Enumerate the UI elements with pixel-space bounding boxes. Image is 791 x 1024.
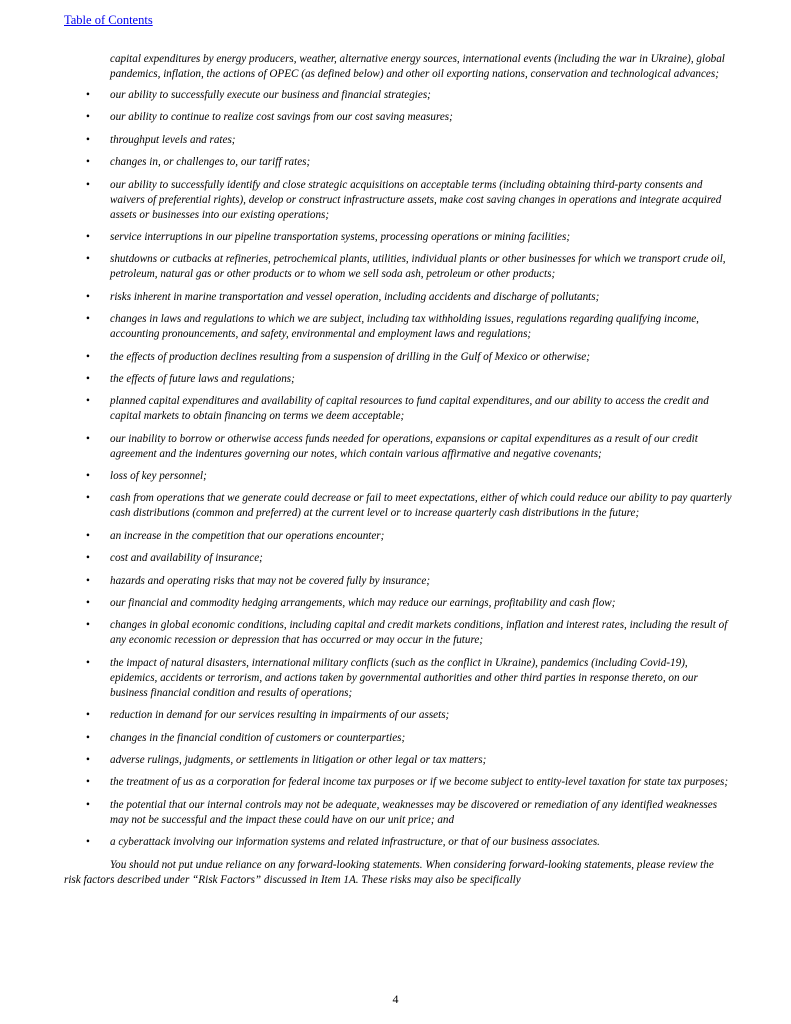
list-item-text: our ability to successfully identify and close strategic acquisitions on acceptable terms (including obtaining third-party consents and waivers of preferential rights), develop or construct infrastructure assets, make cost saving changes in operations and integrate acquired assets or businesses into our existing operations; [110,178,722,221]
list-item-text: the treatment of us as a corporation for federal income tax purposes or if we become subject to entity-level taxation for state tax purposes; [110,776,729,789]
page-number: 4 [392,992,399,1006]
list-item [64,252,732,282]
bullet-marker: • [86,372,90,385]
list-item-text: our ability to successfully execute our business and financial strategies; [110,89,431,101]
bullet-marker: • [86,156,90,169]
bullet-marker: • [86,552,90,565]
list-item-text: risks inherent in marine transportation and vessel operation, including accidents and discharge of pollutants; [110,290,600,303]
list-item [64,155,732,170]
bullet-marker: • [86,656,90,669]
list-item-text: service interruptions in our pipeline transportation systems, processing operations or mining facilities; [110,230,571,243]
bullet-marker: • [86,798,90,811]
list-item [64,312,732,342]
list-item [64,178,732,223]
list-item-text: reduction in demand for our services resulting in impairments of our assets; [110,709,450,722]
list-item-text: planned capital expenditures and availability of capital resources to fund capital expenditures, and our ability to access the credit and capital markets to obtain financing on terms we deem acceptable; [110,395,709,423]
bullet-marker: • [86,432,90,445]
bullet-marker: • [86,619,90,632]
list-item [64,110,732,125]
list-item [64,290,732,305]
list-item [64,350,732,365]
list-item-text: changes in the financial condition of customers or counterparties; [110,731,406,744]
list-item-text: hazards and operating risks that may not be covered fully by insurance; [110,574,431,587]
bullet-marker: • [86,836,90,849]
list-item [64,551,732,566]
list-item [64,394,732,424]
document-body [64,52,732,889]
bullet-marker: • [86,731,90,744]
bullet-marker: • [86,313,90,326]
list-item-text: loss of key personnel; [110,470,207,483]
list-item-text: our inability to borrow or otherwise access funds needed for operations, expansions or capital expenditures as a result of our credit agreement and the indentures governing our notes, which contain various affirmative and negative covenants; [110,432,698,460]
bullet-marker: • [86,133,90,146]
bullet-marker: • [86,574,90,587]
list-item [64,372,732,387]
bullet-marker: • [86,350,90,363]
bullet-marker: • [86,492,90,505]
list-item-text: adverse rulings, judgments, or settlements in litigation or other legal or tax matters; [110,753,487,766]
list-item [64,230,732,245]
list-item-text: the effects of production declines resulting from a suspension of drilling in the Gulf of Mexico or otherwise; [110,350,590,363]
list-item-text: changes in, or challenges to, our tariff rates; [110,156,311,169]
list-item-text: changes in global economic conditions, including capital and credit markets conditions, inflation and interest rates, including the result of any economic recession or depression that has occurred or may occur in the future; [110,619,728,647]
bullet-marker: • [86,529,90,542]
bullet-marker: • [86,776,90,789]
list-item [64,574,732,589]
bullet-marker: • [86,470,90,483]
bullet-marker: • [86,111,90,124]
bullet-marker: • [86,709,90,722]
forward-looking-factors-list [64,88,732,850]
list-item [64,708,732,723]
list-item-text: a cyberattack involving our information systems and related infrastructure, or that of our business associates. [110,836,600,849]
list-item [64,731,732,746]
bullet-marker: • [86,395,90,408]
list-item [64,432,732,462]
list-item [64,618,732,648]
bullet-marker: • [86,230,90,243]
bullet-marker: • [86,89,90,101]
list-item-text: our ability to continue to realize cost savings from our cost saving measures; [110,111,453,124]
bullet-marker: • [86,753,90,766]
table-of-contents-link[interactable]: Table of Contents [64,13,153,27]
continued-bullet-text: capital expenditures by energy producers, weather, alternative energy sources, international events (including the war in Ukraine), global pandemics, inflation, the actions of OPEC (as defined below) and other oil exporting nations, conservation and technological advances; [110,53,725,80]
list-item-text: cost and availability of insurance; [110,552,263,565]
list-item-text: the impact of natural disasters, international military conflicts (such as the conflict in Ukraine), pandemics (including Covid-19), epidemics, accidents or terrorism, and actions taken by governmental authorities and other third parties in response thereto, on our business financial condition and results of operations; [110,656,698,699]
bullet-marker: • [86,290,90,303]
list-item-text: throughput levels and rates; [110,133,236,146]
bullet-marker: • [86,597,90,610]
list-item [64,753,732,768]
list-item [64,469,732,484]
bullet-marker: • [86,178,90,191]
list-item-text: an increase in the competition that our operations encounter; [110,529,385,542]
list-item-text: cash from operations that we generate could decrease or fail to meet expectations, either of which could reduce our ability to pay quarterly cash distributions (common and preferred) at the current level or to increase quarterly cash distributions in the future; [110,492,732,520]
list-item [64,775,732,790]
list-item-text: shutdowns or cutbacks at refineries, petrochemical plants, utilities, individual plants or other businesses for which we transport crude oil, petroleum, natural gas or other products or to whom we sell soda ash, petroleum or other products; [110,253,726,281]
list-item [64,529,732,544]
list-item [64,656,732,701]
list-item [64,835,732,850]
bullet-marker: • [86,253,90,266]
list-item [64,798,732,828]
list-item [64,133,732,148]
list-item [64,88,732,103]
list-item-text: the effects of future laws and regulations; [110,372,295,385]
list-item-text: the potential that our internal controls may not be adequate, weaknesses may be discovered or remediation of any identified weaknesses may not be successful and the impact these could have on our unit price; and [110,798,718,826]
list-item [64,491,732,521]
list-item [64,596,732,611]
list-item-text: changes in laws and regulations to which we are subject, including tax withholding issues, regulations regarding qualifying income, accounting pronouncements, and safety, environmental and employment laws and regulations; [110,313,699,341]
list-item-text: our financial and commodity hedging arrangements, which may reduce our earnings, profitability and cash flow; [110,597,616,610]
closing-paragraph: You should not put undue reliance on any forward-looking statements. When considering forward-looking statements, please review the risk factors described under “Risk Factors” discussed in Item 1A. These risks may also be specifically [64,858,714,887]
